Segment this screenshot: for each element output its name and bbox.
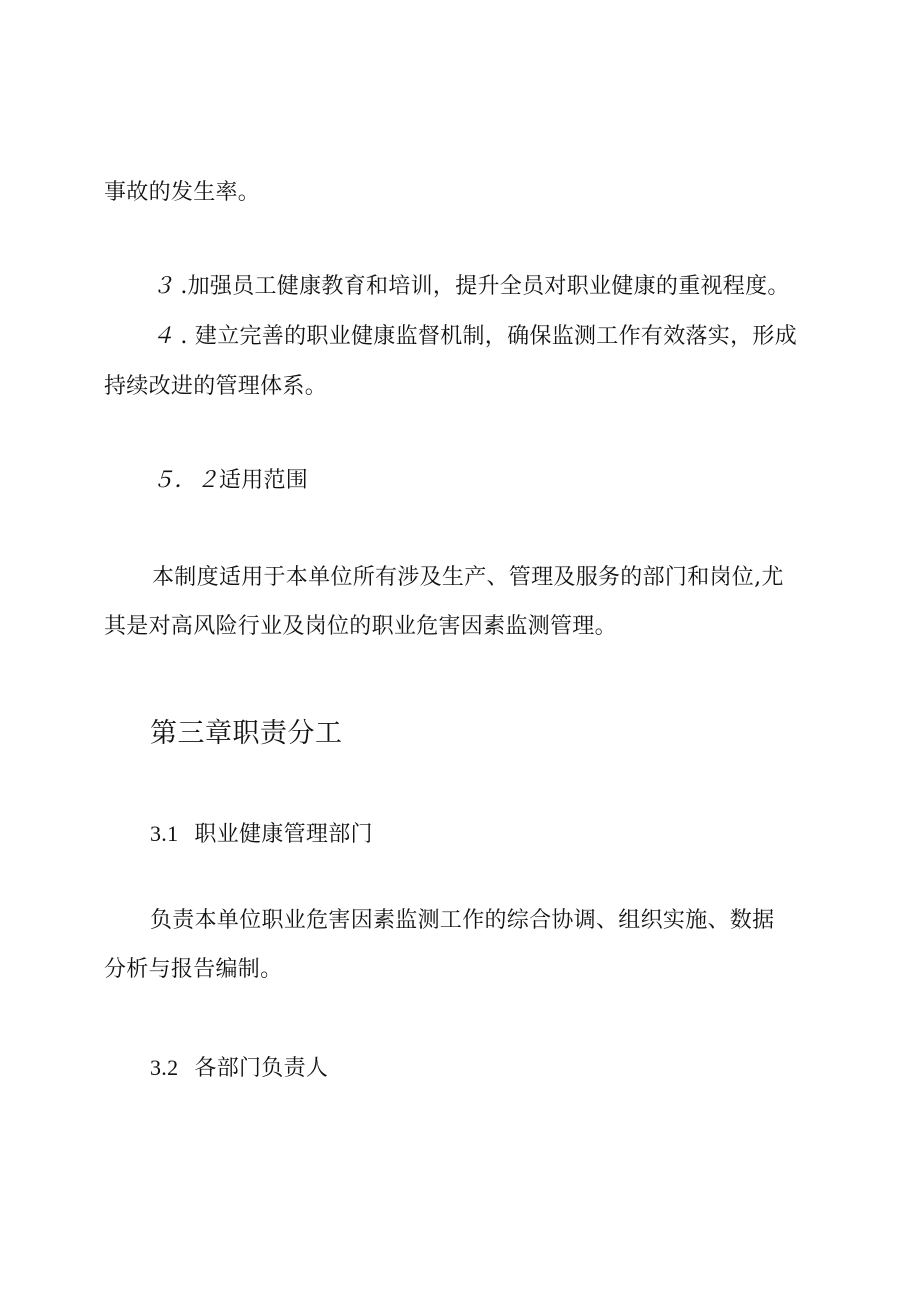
dept-paragraph-continuation <box>104 956 282 984</box>
scope-paragraph <box>152 564 784 592</box>
chapter-heading <box>150 717 343 751</box>
section-number: 3.2 <box>150 1055 179 1080</box>
paragraph-continuation <box>104 179 260 207</box>
section-title: 各部门负责人 <box>194 1056 329 1081</box>
list-item-4 <box>152 322 797 351</box>
dept-paragraph <box>150 907 774 935</box>
section-heading-3-1 <box>150 820 373 849</box>
section-number: ５．２ <box>152 467 219 492</box>
scope-paragraph-continuation <box>104 613 617 641</box>
list-item-number: ４ <box>152 323 175 348</box>
paragraph-text: 分析与报告编制。 <box>104 957 283 982</box>
list-item-3 <box>152 272 790 301</box>
paragraph-text: 其是对高风险行业及岗位的职业危害因素监测管理。 <box>104 614 617 639</box>
section-heading-5-2 <box>152 466 308 495</box>
section-title: 职业健康管理部门 <box>194 822 373 847</box>
list-item-text: 持续改进的管理体系。 <box>104 374 328 399</box>
list-item-number: ３ <box>152 273 175 298</box>
section-title: 适用范围 <box>218 468 309 493</box>
list-item-text: . 建立完善的职业健康监督机制，确保监测工作有效落实，形成 <box>180 324 798 349</box>
paragraph-text: 负责本单位职业危害因素监测工作的综合协调、组织实施、数据 <box>150 908 775 933</box>
section-heading-3-2 <box>150 1054 328 1083</box>
paragraph-text: 本制度适用于本单位所有涉及生产、管理及服务的部门和岗位,尤 <box>152 565 784 590</box>
list-item-4-continuation <box>104 373 327 401</box>
chapter-title: 第三章职责分工 <box>150 718 343 749</box>
list-item-text: .加强员工健康教育和培训，提升全员对职业健康的重视程度。 <box>180 274 790 299</box>
section-number: 3.1 <box>150 821 179 846</box>
paragraph-text: 事故的发生率。 <box>104 180 261 205</box>
